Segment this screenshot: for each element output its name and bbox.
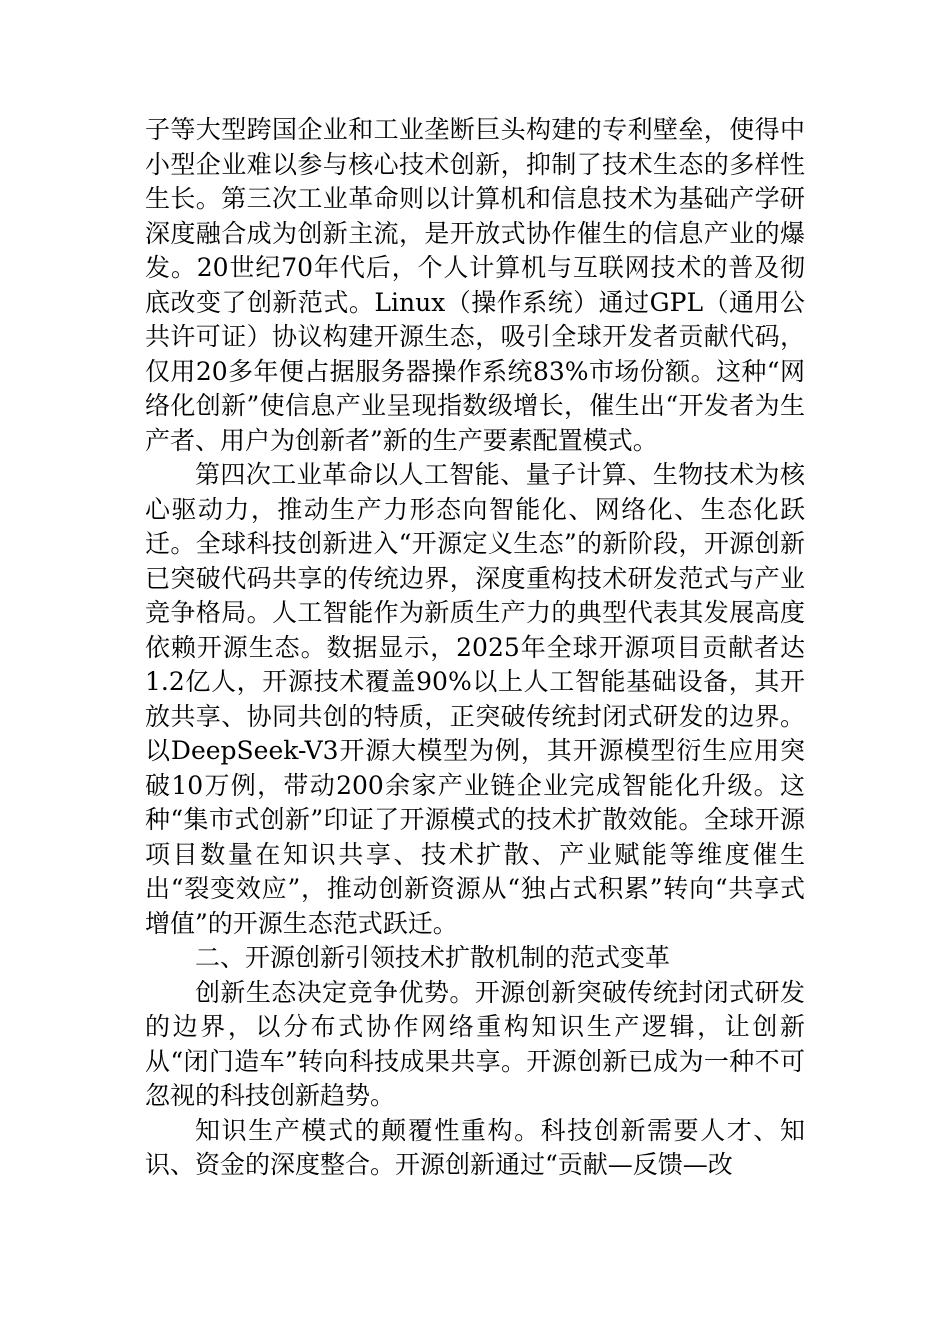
paragraph-fourth-industrial-revolution: 第四次工业革命以人工智能、量子计算、生物技术为核心驱动力，推动生产力形态向智能化、网络化、生态化跃迁。全球科技创新进入“开源定义生态”的新阶段，开源创新已突破代码共享的传统边界，深度重构技术研发范式与产业竞争格局。人工智能作为新质生产力的典型代表其发展高度依赖开源生态。数据显示，2025年全球开源项目贡献者达1.2亿人，开源技术覆盖90%以上人工智能基础设备，其开放共享、协同共创的特质，正突破传统封闭式研发的边界。以DeepSeek-V3开源大模型为例，其开源模型衍生应用突破10万例，带动200余家产业链企业完成智能化升级。这种“集市式创新”印证了开源模式的技术扩散效能。全球开源项目数量在知识共享、技术扩散、产业赋能等维度催生出“裂变效应”，推动创新资源从“独占式积累”转向“共享式增值”的开源生态范式跃迁。 [145,460,805,938]
paragraph-knowledge-production: 知识生产模式的颠覆性重构。科技创新需要人才、知识、资金的深度整合。开源创新通过“贡献—反馈—改 [145,1115,805,1179]
paragraph-innovation-ecosystem: 创新生态决定竞争优势。开源创新突破传统封闭式研发的边界，以分布式协作网络重构知识生产逻辑，让创新从“闭门造车”转向科技成果共享。开源创新已成为一种不可忽视的科技创新趋势。 [145,977,805,1110]
document-body [145,113,805,1183]
section-heading: 二、开源创新引领技术扩散机制的范式变革 [195,943,671,972]
paragraph-third-industrial-revolution: 子等大型跨国企业和工业垄断巨头构建的专利壁垒，使得中小型企业难以参与核心技术创新，抑制了技术生态的多样性生长。第三次工业革命则以计算机和信息技术为基础产学研深度融合成为创新主流，是开放式协作催生的信息产业的爆发。20世纪70年代后，个人计算机与互联网技术的普及彻底改变了创新范式。Linux（操作系统）通过GPL（通用公共许可证）协议构建开源生态，吸引全球开发者贡献代码，仅用20多年便占据服务器操作系统83%市场份额。这种“网络化创新”使信息产业呈现指数级增长，催生出“开发者为生产者、用户为创新者”新的生产要素配置模式。 [145,115,805,455]
